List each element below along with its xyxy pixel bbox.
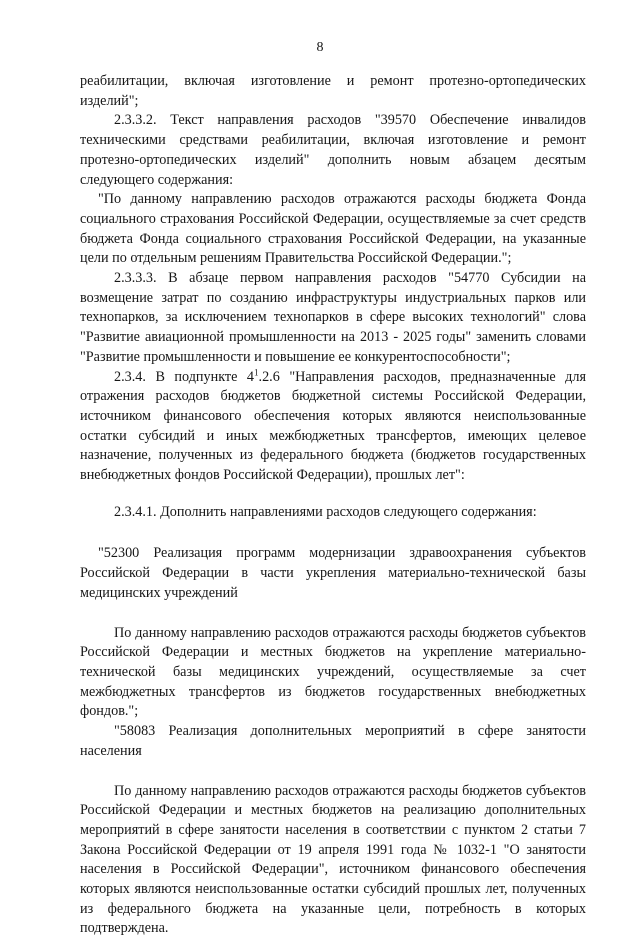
paragraph-2-3-3-3: 2.3.3.3. В абзаце первом направления расходов "54770 Субсидии на возмещение затрат по созданию инфраструктуры индустриальных парков или технопарков, за исключением технопарков в сфере высоких технологий" слова "Развитие авиационной промышленности на 2013 - 2025 годы" заменить словами "Развитие промышленности и повышение ее конкурентоспособности"; <box>80 269 586 368</box>
subpoint-suffix: .2.6 <box>259 369 290 385</box>
paragraph-2-3-3-2: 2.3.3.2. Текст направления расходов "39570 Обеспечение инвалидов техническими средствами реабилитации, включая изготовление и ремонт протезно-ортопедических изделий" дополнить новым абзацем десятым следующего содержания: <box>80 111 586 190</box>
paragraph-quote-fss: "По данному направлению расходов отражаются расходы бюджета Фонда социального страхования Российской Федерации, осуществляемые за счет средств бюджета Фонда социального страхования Российской Федерации, на указанные цели по отдельным решениям Правительства Российской Федерации."; <box>80 190 586 269</box>
page-number: 8 <box>0 40 640 56</box>
paragraph-52300-text: По данному направлению расходов отражаются расходы бюджетов субъектов Российской Федерации и местных бюджетов на укрепление материально-технической базы медицинских учреждений, осуществляемые за счет межбюджетных трансфертов из бюджетов государственных внебюджетных фондов."; <box>80 624 586 723</box>
paragraph-58083-text: По данному направлению расходов отражаются расходы бюджетов субъектов Российской Федерации и местных бюджетов на реализацию дополнительных мероприятий в сфере занятости населения в соответствии с пунктом 2 статьи 7 Закона Российской Федерации от 19 апреля 1991 года № 1032-1 "О занятости населения в Российской Федерации", источником финансового обеспечения которых являются неиспользованные остатки субсидий прошлых лет, полученных из федерального бюджета на указанные цели, потребность в которых подтверждена. <box>80 782 586 939</box>
document-body <box>80 72 586 939</box>
subpoint-text: "Направления расходов, предназначенные для отражения расходов бюджетов бюджетной системы Российской Федерации, источником финансового обеспечения которых являются неиспользованные остатки субсидий и иных межбюджетных трансфертов, имеющих целевое назначение, полученных из федерального бюджета (бюджетов государственных внебюджетных фондов Российской Федерации), прошлых лет": <box>80 369 586 484</box>
paragraph-58083-heading: "58083 Реализация дополнительных мероприятий в сфере занятости населения <box>80 722 586 761</box>
paragraph-52300-heading: "52300 Реализация программ модернизации здравоохранения субъектов Российской Федерации в части укрепления материально-технической базы медицинских учреждений <box>80 544 586 603</box>
paragraph-2-3-4-1: 2.3.4.1. Дополнить направлениями расходов следующего содержания: <box>80 503 586 523</box>
subpoint-superscript: 1 <box>254 367 259 377</box>
paragraph-continuation: реабилитации, включая изготовление и ремонт протезно-ортопедических изделий"; <box>80 72 586 111</box>
subpoint-prefix: 2.3.4. В подпункте 4 <box>114 369 254 385</box>
paragraph-2-3-4 <box>80 368 586 486</box>
